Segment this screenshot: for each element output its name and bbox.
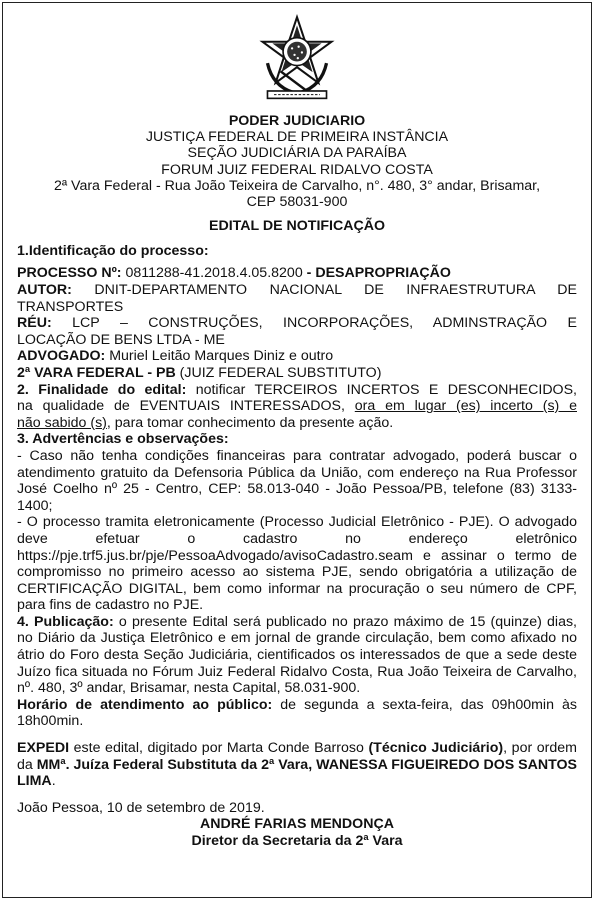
expedi-judge: MMª. Juíza Federal Substituta da 2ª Vara, WANESSA FIGUEIREDO DOS SANTOS LIMA [17, 756, 578, 790]
publicacao-paragraph [17, 614, 577, 697]
finalidade-line-3b: , para tomar conhecimento da presente ação. [106, 414, 394, 431]
header-line-1: PODER JUDICIARIO [228, 113, 366, 129]
autor-label: AUTOR: [17, 282, 72, 298]
identification-heading: 1.Identificação do processo: [17, 242, 209, 259]
finalidade-line-1: notificar TERCEIROS INCERTOS E DESCONHECIDOS, [186, 381, 577, 398]
signature-title: Diretor da Secretaria da 2ª Vara [191, 833, 403, 849]
header-address-1: 2ª Vara Federal - Rua João Teixeira de Carvalho, n°. 480, 3° andar, Brisamar, [53, 177, 541, 194]
publicacao-label: 4. Publicação: [17, 613, 114, 630]
header-line-3: SEÇÃO JUDICIÁRIA DA PARAÍBA [187, 145, 407, 162]
vara-value: (JUIZ FEDERAL SUBSTITUTO) [175, 364, 382, 381]
horario-text: de segunda a sexta-feira, das 09h00min às 18h00min. [17, 696, 578, 730]
reu-block [17, 315, 577, 348]
expedi-paragraph [17, 740, 577, 790]
horario-label: Horário de atendimento ao público: [17, 696, 273, 713]
finalidade-line-2a: na qualidade de EVENTUAIS INTERESSADOS, [17, 398, 355, 415]
reu-line-1: LCP – CONSTRUÇÕES, INCORPORAÇÕES, ADMINSTRAÇÃO E [51, 315, 577, 332]
advertencia-item-2: - O processo tramita eletronicamente (Processo Judicial Eletrônico - PJE). O advogado deve efetuar o cadastro no endereço eletrônico https://pje.trf5.jus.br/pje/PessoaAdvogado/avisoCadastro.seam e assinar o termo de compromisso no primeiro acesso ao sistema PJE, sendo obrigatória a utilização de CERTIFICAÇÃO DIGITAL, bem como informar na procuração o seu número de CPF, para fins de cadastro no PJE. [17, 514, 577, 614]
document-title: EDITAL DE NOTIFICAÇÃO [208, 218, 386, 235]
header-line-4: FORUM JUIZ FEDERAL RIDALVO COSTA [161, 161, 433, 178]
finalidade-line-2b: ora em lugar (es) incerto (s) e [354, 398, 577, 415]
advogado-line [17, 348, 577, 365]
expedi-text-1: este edital, digitado por Marta Conde Barroso [69, 740, 369, 757]
processo-line [17, 265, 577, 282]
finalidade-line-3a: não sabido (s) [17, 414, 107, 431]
publicacao-text: o presente Edital será publicado no prazo máximo de 15 (quinze) dias, no Diário da Justiça Eletrônico e em jornal de grande circulação, bem como afixado no átrio do Foro desta Seção Judiciária, cientificados os interessados de que a sede deste Juízo fica situada no Fórum Juiz Federal Ridalvo Costa, Rua João Teixeira de Carvalho, nº. 480, 3º andar, Brisamar, nesta Capital, 58.031-900. [17, 613, 578, 697]
processo-label: PROCESSO Nº: [17, 265, 122, 282]
court-header [17, 113, 577, 210]
header-address-2: CEP 58031-900 [246, 194, 348, 211]
autor-line-2: TRANSPORTES [17, 298, 124, 315]
brazil-coat-of-arms-icon [256, 13, 338, 105]
advogado-label: ADVOGADO: [17, 348, 106, 365]
autor-block [17, 282, 577, 315]
finalidade-label: 2. Finalidade do edital: [17, 381, 187, 398]
finalidade-block [17, 382, 577, 432]
date-line: João Pessoa, 10 de setembro de 2019. [17, 799, 265, 816]
horario-paragraph [17, 697, 577, 730]
processo-type: - DESAPROPRIAÇÃO [306, 265, 451, 282]
advertencias-heading: 3. Advertências e observações: [17, 431, 229, 448]
vara-line [17, 365, 577, 382]
signature-name: ANDRÉ FARIAS MENDONÇA [200, 816, 394, 833]
advogado-value: Muriel Leitão Marques Diniz e outro [105, 348, 334, 365]
header-line-2: JUSTIÇA FEDERAL DE PRIMEIRA INSTÂNCIA [145, 129, 449, 146]
reu-line-2: LOCAÇÃO DE BENS LTDA - ME [17, 331, 225, 348]
edital-page [2, 2, 592, 898]
vara-label: 2ª VARA FEDERAL - PB [17, 364, 176, 381]
advertencia-item-1: - Caso não tenha condições financeiras para contratar advogado, poderá buscar o atendimento gratuito da Defensoria Pública da União, com endereço na Rua Professor José Coelho nº 25 - Centro, CEP: 58.013-040 - João Pessoa/PB, telefone (83) 3133-1400; [17, 447, 577, 514]
processo-number: 0811288-41.2018.4.05.8200 [121, 265, 307, 282]
expedi-label: EXPEDI [17, 740, 70, 757]
reu-label: RÉU: [17, 315, 52, 332]
autor-line-1: DNIT-DEPARTAMENTO NACIONAL DE INFRAESTRUTURA DE [71, 282, 577, 298]
expedi-role: (Técnico Judiciário) [368, 740, 504, 757]
expedi-text-2: , por ordem da [17, 740, 577, 773]
expedi-text-3: . [51, 773, 56, 790]
